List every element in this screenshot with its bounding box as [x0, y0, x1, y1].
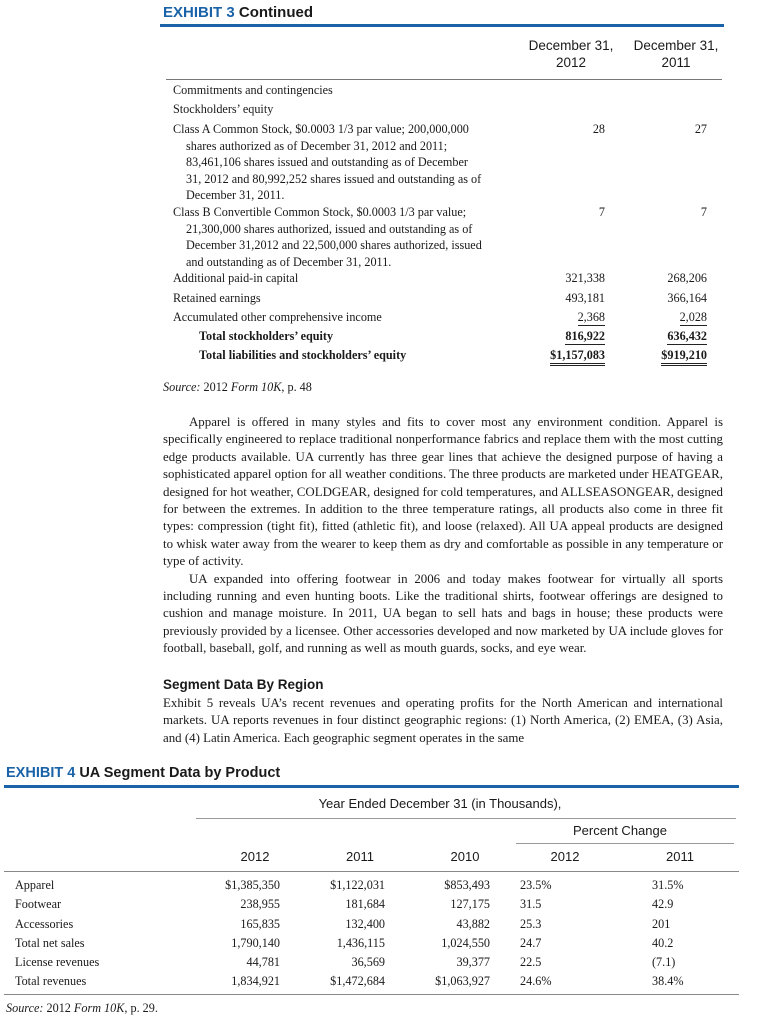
table-row-label: Apparel — [15, 878, 55, 892]
table-cell: 38.4% — [652, 974, 684, 988]
row-total-equity: Total stockholders’ equity — [199, 329, 334, 343]
paragraph-footwear: UA expanded into offering footwear in 2006 and today makes footwear for virtually all sports including running and even hunting boots. Like the traditional shirts, footwear offerings are designed to cushion and manage moisture. In 2011, UA began to sell hats and bags in house; these products were previously provided by a licensee. Other accessories developed and now marketed by UA include gloves for football, baseball, golf, and running as well as mouth guards, socks, and eye wear. — [163, 571, 723, 656]
table-cell: $1,472,684 — [330, 974, 385, 988]
table-row-label: Total net sales — [15, 936, 85, 950]
row-class-b: Class B Convertible Common Stock, $0.0003 1/3 par value; 21,300,000 shares authorized, issued and outstanding as of December 31,2012 and 22,500,000 shares authorized, issued and outstanding as of December 31, 2011. — [173, 205, 482, 269]
table-cell: 31.5% — [652, 878, 684, 892]
table-cell: 23.5% — [520, 878, 552, 892]
class-a-2011: 27 — [694, 122, 707, 136]
row-apic: Additional paid-in capital — [173, 271, 299, 285]
exhibit4-percent-header: Percent Change — [573, 823, 667, 838]
table-cell: 181,684 — [345, 897, 385, 911]
table-cell: 22.5 — [520, 955, 542, 969]
class-a-2012: 28 — [592, 122, 605, 136]
exhibit4-source: Source: 2012 Form 10K, p. 29. — [6, 1001, 158, 1015]
row-class-a: Class A Common Stock, $0.0003 1/3 par value; 200,000,000 shares authorized as of December 31, 2012 and 2011; 83,461,106 shares issued and outstanding as of December 31, 2012 and 80,992,252 shares issued and outstanding as of December 31, 2011. — [173, 122, 482, 202]
table-cell: 31.5 — [520, 897, 542, 911]
aoci-2012: 2,368 — [577, 310, 605, 324]
exhibit4-rule — [4, 871, 739, 872]
exhibit4-title-text: UA Segment Data by Product — [79, 765, 281, 781]
exhibit4-rule — [516, 843, 734, 844]
table-cell: 39,377 — [456, 955, 490, 969]
table-row-label: Footwear — [15, 897, 62, 911]
table-cell: 127,175 — [450, 897, 490, 911]
exhibit4-year-header: Year Ended December 31 (in Thousands), — [318, 796, 562, 811]
exhibit4-rule — [196, 818, 736, 819]
exhibit4-rule — [4, 994, 739, 995]
table-row-label: Total revenues — [15, 974, 87, 988]
table-cell: 132,400 — [345, 917, 385, 931]
table-cell: 24.6% — [520, 974, 552, 988]
table-cell: $853,493 — [444, 878, 490, 892]
table-cell: 201 — [652, 917, 671, 931]
retained-2011: 366,164 — [667, 291, 707, 305]
class-b-2011: 7 — [700, 205, 707, 219]
exhibit3-col-2011: December 31, 2011 — [633, 38, 719, 70]
segment-text: Exhibit 5 reveals UA’s recent revenues and operating profits for the North American and international markets. UA reports revenues in four distinct geographic regions: (1) North America, (2) EMEA, (3) Asia, and (4) Latin America. Each geographic segment operates in the same — [163, 696, 723, 745]
exhibit4-number: EXHIBIT 4 — [6, 765, 76, 781]
segment-heading: Segment Data By Region — [163, 677, 324, 692]
exhibit3-rule — [160, 24, 724, 27]
table-cell: 24.7 — [520, 936, 542, 950]
exhibit3-title — [163, 4, 313, 21]
col-2011: 2011 — [346, 849, 374, 864]
row-aoci: Accumulated other comprehensive income — [173, 310, 382, 324]
body-text — [163, 414, 723, 658]
table-cell: 43,882 — [456, 917, 490, 931]
table-row-label: Accessories — [15, 917, 74, 931]
exhibit3-number: EXHIBIT 3 — [163, 4, 235, 21]
table-row-label: License revenues — [15, 955, 100, 969]
table-cell: $1,063,927 — [435, 974, 490, 988]
table-cell: (7.1) — [652, 955, 676, 969]
exhibit4-rule — [4, 785, 739, 788]
row-stockholders-equity: Stockholders’ equity — [173, 102, 274, 116]
exhibit3-source: Source: 2012 Form 10K, p. 48 — [163, 380, 312, 394]
table-cell: 238,955 — [240, 897, 280, 911]
table-cell: 44,781 — [246, 955, 280, 969]
class-b-2012: 7 — [598, 205, 605, 219]
exhibit4-title — [6, 765, 280, 781]
exhibit3-header-rule — [166, 79, 722, 80]
total-liabilities-2011: $919,210 — [661, 348, 707, 366]
col-pct-2012: 2012 — [550, 849, 580, 864]
exhibit3-title-text: Continued — [238, 4, 314, 21]
table-cell: $1,122,031 — [330, 878, 385, 892]
col-2010: 2010 — [450, 849, 480, 864]
aoci-2011: 2,028 — [679, 310, 707, 324]
paragraph-apparel: Apparel is offered in many styles and fits to cover most any environment condition. Apparel is specifically engineered to replace traditional nonperformance fabrics and replace them with the most cutting edge products available. UA currently has three gear lines that achieve the designed purpose of having a sophisticated apparel option for all weather conditions. The three products are marketed under HEATGEAR, designed for hot weather, COLDGEAR, designed for cold temperatures, and ALLSEASONGEAR, designed for between the extremes. In addition to the three temperature ratings, all products also come in three fit types: compression (tight fit), fitted (athletic fit), and loose (relaxed). All UA appeal products are designed to whisk water away from the wearer to keep them as dry and comfortable as possible in any temperature or type of activity. — [163, 415, 723, 569]
total-equity-2011: 636,432 — [667, 329, 707, 343]
table-cell: 40.2 — [652, 936, 674, 950]
total-liabilities-2012: $1,157,083 — [550, 348, 605, 366]
col-pct-2011: 2011 — [666, 849, 694, 864]
table-cell: 1,790,140 — [231, 936, 280, 950]
table-cell: 1,436,115 — [336, 936, 385, 950]
table-cell: 1,024,550 — [441, 936, 490, 950]
exhibit3-col-2012: December 31, 2012 — [528, 38, 614, 70]
table-cell: $1,385,350 — [225, 878, 280, 892]
row-commitments: Commitments and contingencies — [173, 83, 333, 97]
table-cell: 165,835 — [240, 917, 280, 931]
row-total-liabilities: Total liabilities and stockholders’ equity — [199, 348, 407, 362]
retained-2012: 493,181 — [565, 291, 605, 305]
total-equity-2012: 816,922 — [565, 329, 605, 343]
table-cell: 36,569 — [351, 955, 385, 969]
table-cell: 1,834,921 — [231, 974, 280, 988]
col-2012: 2012 — [240, 849, 270, 864]
apic-2012: 321,338 — [565, 271, 605, 285]
row-retained-earnings: Retained earnings — [173, 291, 261, 305]
table-cell: 25.3 — [520, 917, 542, 931]
apic-2011: 268,206 — [667, 271, 707, 285]
table-cell: 42.9 — [652, 897, 674, 911]
